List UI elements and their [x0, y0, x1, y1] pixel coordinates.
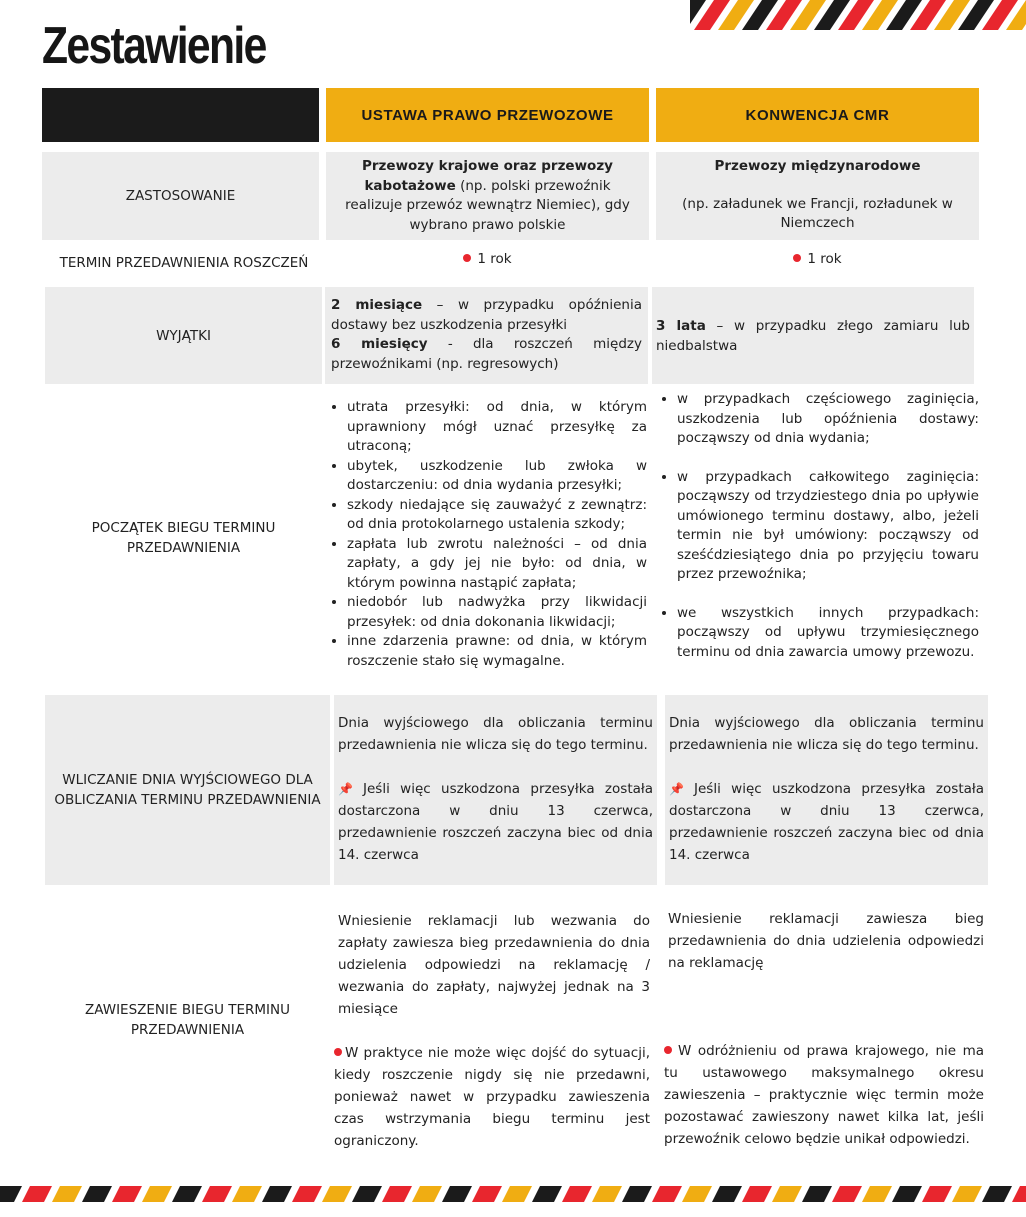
- cell-zastosowanie-ustawa: [326, 152, 649, 240]
- stripe: [592, 1186, 622, 1202]
- cell-wyjatki-cmr: [652, 287, 974, 384]
- stripe: [862, 1186, 892, 1202]
- zawieszenie-cmr-p2-wrap: [664, 1040, 984, 1150]
- decorative-stripes-bottom: [0, 1186, 1026, 1202]
- stripe: [112, 1186, 142, 1202]
- list-item: • szkody niedające się zauważyć z zewnątrz: od dnia protokolarnego ustalenia szkody;: [347, 496, 647, 535]
- wyjatki-3l-text: – w przypadku złego zamiaru lub niedbalstwa: [656, 318, 970, 354]
- header-ustawa: USTAWA PRAWO PRZEWOZOWE: [326, 88, 649, 142]
- cell-zastosowanie-cmr: [656, 152, 979, 240]
- stripe: [562, 1186, 592, 1202]
- stripe: [382, 1186, 412, 1202]
- pushpin-icon: 📌: [338, 782, 359, 796]
- header-empty-cell: [42, 88, 319, 142]
- stripe: [262, 1186, 292, 1202]
- list-item: • inne zdarzenia prawne: od dnia, w którym roszczenie stało się wymagalne.: [347, 632, 647, 671]
- list-item: • zapłata lub zwrotu należności – od dnia zapłaty, a gdy jej nie było: od dnia, w którym powinna nastąpić zapłata;: [347, 535, 647, 594]
- stripe: [442, 1186, 472, 1202]
- stripe: [322, 1186, 352, 1202]
- stripe: [832, 1186, 862, 1202]
- list-item: • niedobór lub nadwyżka przy likwidacji przesyłek: od dnia dokonania likwidacji;: [347, 593, 647, 632]
- stripe: [952, 1186, 982, 1202]
- row-label-wliczanie: WLICZANIE DNIA WYJŚCIOWEGO DLA OBLICZANIA TERMINU PRZEDAWNIENIA: [45, 695, 330, 885]
- stripe: [352, 1186, 382, 1202]
- cell-zawieszenie-cmr: [664, 908, 984, 1150]
- wliczanie-cmr-p2-wrap: [669, 778, 984, 866]
- list-item: • utrata przesyłki: od dnia, w którym uprawniony mógł uznać przesyłkę za utraconą;: [347, 398, 647, 457]
- stripe: [22, 1186, 52, 1202]
- cell-poczatek-cmr: [659, 390, 979, 662]
- stripe: [982, 1186, 1012, 1202]
- row-label-zastosowanie: ZASTOSOWANIE: [42, 152, 319, 240]
- stripe: [742, 1186, 772, 1202]
- termin-cmr-text: 1 rok: [807, 251, 842, 267]
- row-label-poczatek: POCZĄTEK BIEGU TERMINU PRZEDAWNIENIA: [91, 519, 276, 556]
- stripe: [472, 1186, 502, 1202]
- stripe: [622, 1186, 652, 1202]
- list-item: • ubytek, uszkodzenie lub zwłoka w dostarczeniu: od dnia wydania przesyłki;: [347, 457, 647, 496]
- stripe: [142, 1186, 172, 1202]
- stripe: [232, 1186, 262, 1202]
- cell-wliczanie-ustawa: [334, 695, 657, 885]
- stripe: [52, 1186, 82, 1202]
- wyjatki-ustawa-a: [331, 296, 642, 335]
- wliczanie-ustawa-p1: Dnia wyjściowego dla obliczania terminu przedawnienia nie wlicza się do tego terminu.: [338, 715, 653, 753]
- stripe: [0, 1186, 22, 1202]
- cell-wliczanie-cmr: [665, 695, 988, 885]
- wyjatki-3l-bold: 3 lata: [656, 318, 706, 334]
- stripe: [82, 1186, 112, 1202]
- bullet-dot-icon: [664, 1046, 672, 1054]
- zawieszenie-ustawa-p2: W praktyce nie może więc dojść do sytuacji, kiedy roszczenie nigdy się nie przedawni, ponieważ nawet w przypadku zawieszenia czas wstrzymania biegu terminu jest ograniczony.: [334, 1045, 650, 1149]
- stripe: [892, 1186, 922, 1202]
- row-label-termin: TERMIN PRZEDAWNIENIA ROSZCZEŃ: [59, 255, 309, 271]
- wyjatki-ustawa-b: [331, 335, 642, 374]
- stripe: [922, 1186, 952, 1202]
- wyjatki-6m-bold: 6 miesięcy: [331, 336, 428, 352]
- stripe: [202, 1186, 232, 1202]
- wliczanie-cmr-p2: Jeśli więc uszkodzona przesyłka została dostarczona w dniu 13 czerwca, przedawnienie roszczeń zaczyna biec od dnia 14. czerwca: [669, 781, 984, 863]
- stripe: [502, 1186, 532, 1202]
- stripe: [532, 1186, 562, 1202]
- stripe: [412, 1186, 442, 1202]
- stripe: [802, 1186, 832, 1202]
- pushpin-icon: 📌: [669, 782, 690, 796]
- list-item: • we wszystkich innych przypadkach: począwszy od upływu trzymiesięcznego terminu od dnia zawarcia umowy przewozu.: [677, 604, 979, 663]
- wyjatki-2m-text: – w przypadku opóźnienia dostawy bez uszkodzenia przesyłki: [331, 297, 643, 333]
- cell-termin-ustawa: [326, 250, 649, 272]
- zawieszenie-ustawa-p1: Wniesienie reklamacji lub wezwania do zapłaty zawiesza bieg przedawnienia do dnia udzielenia odpowiedzi na reklamację / wezwania do zapłaty, najwyżej jednak na 3 miesiące: [338, 913, 650, 1017]
- row-label-zawieszenie: ZAWIESZENIE BIEGU TERMINU PRZEDAWNIENIA: [84, 1002, 291, 1038]
- termin-ustawa-text: 1 rok: [477, 251, 512, 267]
- cell-termin-cmr: [656, 250, 979, 272]
- zastosowanie-cmr-bold: Przewozy międzynarodowe: [714, 158, 921, 174]
- zastosowanie-ustawa-text: (np. polski przewoźnik realizuje przewóz wewnątrz Niemiec), gdy wybrano prawo polskie: [345, 177, 630, 233]
- cell-poczatek-ustawa: [329, 398, 647, 671]
- poczatek-cmr-list: [659, 390, 979, 662]
- page-title: Zestawienie: [42, 17, 266, 75]
- header-cmr: KONWENCJA CMR: [656, 88, 979, 142]
- zawieszenie-ustawa-p2-wrap: [334, 1042, 650, 1152]
- list-item: • w przypadkach całkowitego zaginięcia: począwszy od trzydziestego dnia po upływie umówionego terminu dostawy, albo, jeżeli termin nie był umówiony: począwszy od sześćdziesiątego dnia po przyjęciu towaru przez przewoźnika;: [677, 468, 979, 585]
- stripe: [712, 1186, 742, 1202]
- wliczanie-cmr-p1: Dnia wyjściowego dla obliczania terminu przedawnienia nie wlicza się do tego terminu.: [669, 715, 984, 753]
- cell-wyjatki-ustawa: [325, 287, 648, 384]
- zastosowanie-ustawa-bold: Przewozy krajowe oraz przewozy kabotażowe: [362, 158, 613, 194]
- wliczanie-ustawa-p2-wrap: [338, 778, 653, 866]
- stripe: [292, 1186, 322, 1202]
- list-item: • w przypadkach częściowego zaginięcia, uszkodzenia lub opóźnienia dostawy: począwszy od dnia wydania;: [677, 390, 979, 449]
- stripe: [652, 1186, 682, 1202]
- stripe: [1012, 1186, 1026, 1202]
- stripe: [682, 1186, 712, 1202]
- zawieszenie-cmr-p1: Wniesienie reklamacji zawiesza bieg przedawnienia do dnia udzielenia odpowiedzi na reklamację: [668, 911, 984, 971]
- bullet-dot-icon: [334, 1048, 342, 1056]
- poczatek-ustawa-list: [329, 398, 647, 671]
- stripe: [772, 1186, 802, 1202]
- wliczanie-ustawa-p2: Jeśli więc uszkodzona przesyłka została dostarczona w dniu 13 czerwca, przedawnienie roszczeń zaczyna biec od dnia 14. czerwca: [338, 781, 653, 863]
- zawieszenie-cmr-p2: W odróżnieniu od prawa krajowego, nie ma tu ustawowego maksymalnego okresu zawieszenia – praktycznie więc termin może pozostawać zawieszony nawet kilka lat, jeśli przewoźnik celowo będzie unikał odpowiedzi.: [664, 1043, 984, 1147]
- stripe: [172, 1186, 202, 1202]
- wyjatki-6m-text: - dla roszczeń między przewoźnikami (np. regresowych): [331, 336, 642, 372]
- decorative-stripes-top: [690, 0, 1026, 30]
- row-label-wyjatki: WYJĄTKI: [45, 287, 322, 384]
- zastosowanie-cmr-text: (np. załadunek we Francji, rozładunek w Niemczech: [682, 195, 953, 231]
- bullet-dot-icon: [463, 254, 471, 262]
- wyjatki-2m-bold: 2 miesiące: [331, 297, 423, 313]
- bullet-dot-icon: [793, 254, 801, 262]
- cell-zawieszenie-ustawa: [334, 910, 650, 1152]
